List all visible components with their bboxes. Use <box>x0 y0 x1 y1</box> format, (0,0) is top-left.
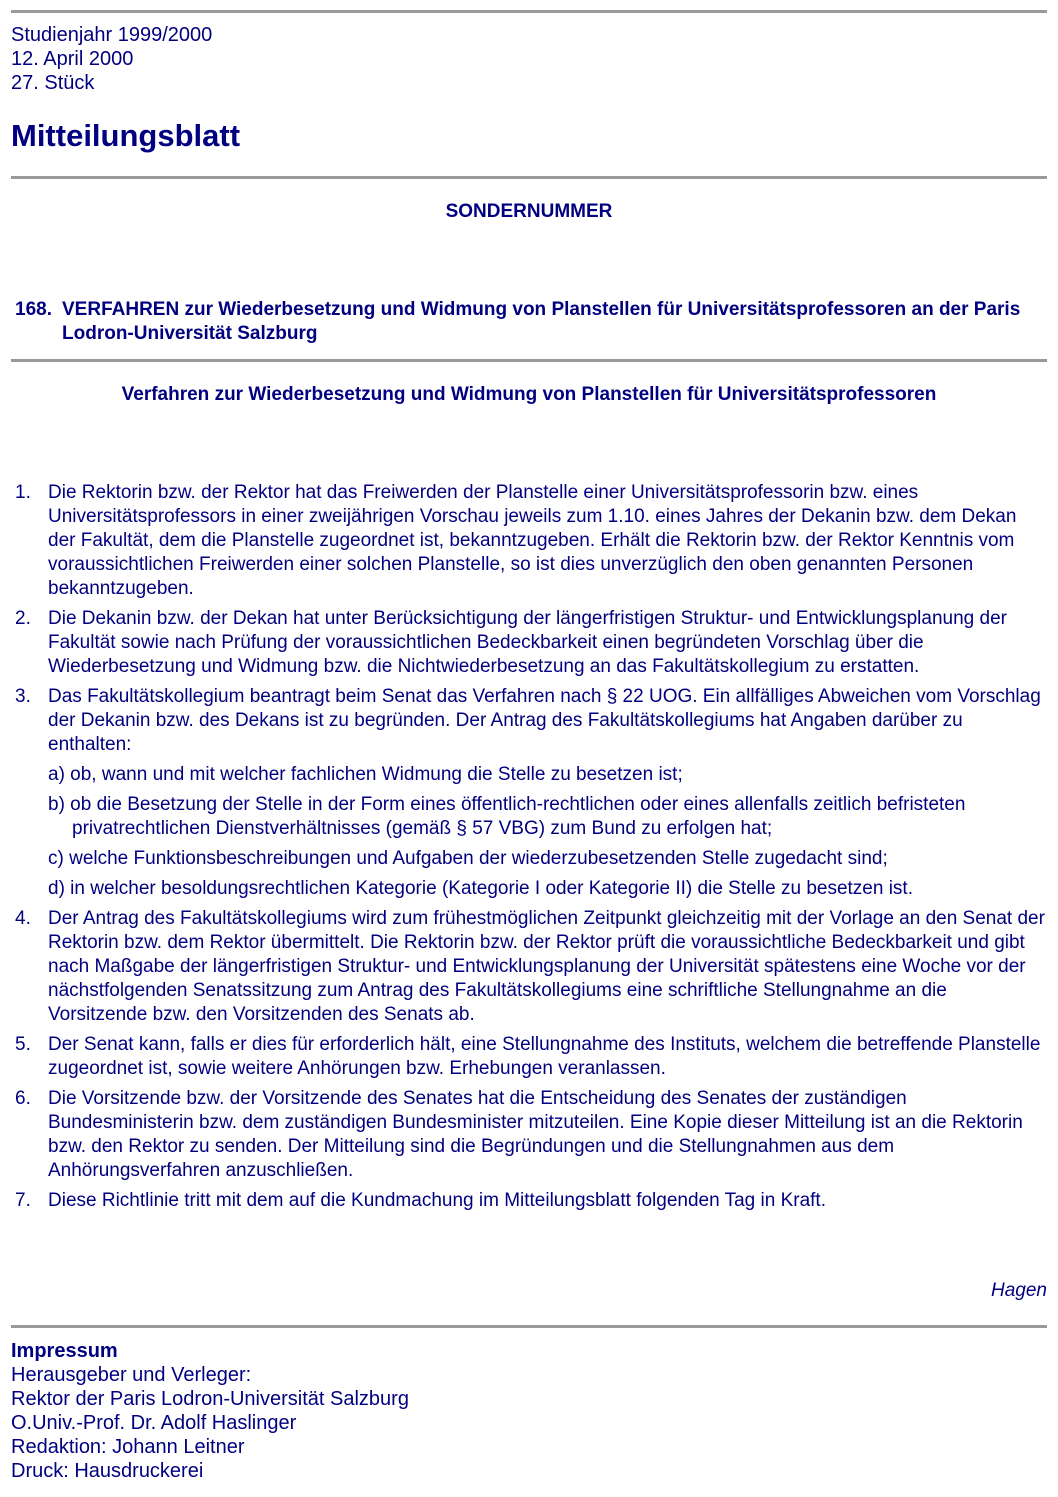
impressum-line: Rektor der Paris Lodron-Universität Salzburg <box>11 1388 409 1410</box>
sub-item: a) ob, wann und mit welcher fachlichen Widmung die Stelle zu besetzen ist; <box>48 764 683 785</box>
sub-item: d) in welcher besoldungsrechtlichen Kategorie (Kategorie I oder Kategorie II) die Stelle zu besetzen ist. <box>48 878 913 899</box>
list-item-text: Der Senat kann, falls er dies für erforderlich hält, eine Stellungnahme des Instituts, welchem die betreffende Planstelle zugeordnet ist, sowie weitere Anhörungen bzw. Erhebungen veranlassen. <box>48 1034 1041 1079</box>
sondernummer-label: SONDERNUMMER <box>445 201 613 222</box>
list-item <box>11 1033 1047 1081</box>
impressum-heading: Impressum <box>11 1340 118 1362</box>
list-item-text: Der Antrag des Fakultätskollegiums wird zum frühestmöglichen Zeitpunkt gleichzeitig mit der Vorlage an den Senat der Rektorin bzw. dem Rektor übermittelt. Die Rektorin bzw. der Rektor prüft die voraussichtliche Bedeckbarkeit und gibt nach Maßgabe der längerfristigen Struktur- und Entwicklungsplanung der Universität spätestens eine Woche vor der nächstfolgenden Senatssitzung zum Antrag des Fakultätskollegiums eine schriftliche Stellungnahme an die Vorsitzende bzw. den Vorsitzenden des Senats ab. <box>48 908 1045 1025</box>
list-item-text: Die Vorsitzende bzw. der Vorsitzende des Senates hat die Entscheidung des Senates der zuständigen Bundesministerin bzw. dem zuständigen Bundesminister mitzuteilen. Eine Kopie dieser Mitteilung ist an die Rektorin bzw. den Rektor zu senden. Der Mitteilung sind die Begründungen und die Stellungnahmen aus dem Anhörungsverfahren anzuschließen. <box>48 1088 1023 1181</box>
list-item-number: 4. <box>15 908 31 929</box>
list-item-number: 6. <box>15 1088 31 1109</box>
issue-number: 27. Stück <box>11 72 95 94</box>
list-item <box>11 907 1047 1027</box>
issue-date: 12. April 2000 <box>11 48 134 70</box>
top-divider <box>11 10 1047 13</box>
impressum-divider <box>11 1325 1047 1328</box>
impressum-line: O.Univ.-Prof. Dr. Adolf Haslinger <box>11 1412 297 1434</box>
sub-item: b) ob die Besetzung der Stelle in der Form eines öffentlich-rechtlichen oder eines allenfalls zeitlich befristeten privatrechtlichen Dienstverhältnisses (gemäß § 57 VBG) zum Bund zu erfolgen hat; <box>48 794 966 839</box>
sub-item: c) welche Funktionsbeschreibungen und Aufgaben der wiederzubesetzenden Stelle zugedacht sind; <box>48 848 888 869</box>
signature: Hagen <box>991 1280 1047 1301</box>
numbered-list <box>11 481 1047 1219</box>
list-item-text: Die Rektorin bzw. der Rektor hat das Freiwerden der Planstelle einer Universitätsprofessorin bzw. eines Universitätsprofessors in einer zweijährigen Vorschau jeweils zum 1.10. eines Jahres der Dekanin bzw. dem Dekan der Fakultät, dem die Planstelle zugeordnet ist, bekanntzugeben. Erhält die Rektorin bzw. der Rektor Kenntnis vom voraussichtlichen Freiwerden einer solchen Planstelle, so ist dies unverzüglich den oben genannten Personen bekanntzugeben. <box>48 482 1017 599</box>
impressum-line: Redaktion: Johann Leitner <box>11 1436 245 1458</box>
issue-meta <box>11 23 212 95</box>
list-item-number: 5. <box>15 1034 31 1055</box>
list-item-number: 2. <box>15 608 31 629</box>
list-item <box>11 1189 1047 1213</box>
list-item-number: 7. <box>15 1190 31 1211</box>
section-number: 168. <box>15 299 52 320</box>
list-item <box>11 481 1047 601</box>
title-divider <box>11 176 1047 179</box>
list-item-text: Das Fakultätskollegium beantragt beim Senat das Verfahren nach § 22 UOG. Ein allfälliges Abweichen vom Vorschlag der Dekanin bzw. des Dekans ist zu begründen. Der Antrag des Fakultätskollegiums hat Angaben darüber zu enthalten: <box>48 686 1041 755</box>
section-heading-text: VERFAHREN zur Wiederbesetzung und Widmung von Planstellen für Universitätsprofessoren an der Paris Lodron-Universität Salzburg <box>62 299 1021 344</box>
list-item <box>11 685 1047 757</box>
document-subtitle: Verfahren zur Wiederbesetzung und Widmung von Planstellen für Universitätsprofessoren <box>121 384 937 405</box>
list-item-number: 1. <box>15 482 31 503</box>
impressum-line: Herausgeber und Verleger: <box>11 1364 252 1386</box>
impressum-line: Druck: Hausdruckerei <box>11 1460 204 1482</box>
list-item <box>11 607 1047 679</box>
list-item-number: 3. <box>15 686 31 707</box>
section-divider <box>11 359 1047 362</box>
page-title: Mitteilungsblatt <box>11 118 241 153</box>
list-item <box>11 1087 1047 1183</box>
list-item-text: Diese Richtlinie tritt mit dem auf die Kundmachung im Mitteilungsblatt folgenden Tag in Kraft. <box>48 1190 826 1211</box>
list-item-text: Die Dekanin bzw. der Dekan hat unter Berücksichtigung der längerfristigen Struktur- und Entwicklungsplanung der Fakultät sowie nach Prüfung der voraussichtlichen Bedeckbarkeit einen begründeten Vorschlag über die Wiederbesetzung und Widmung bzw. die Nichtwiederbesetzung an das Fakultätskollegium zu erstatten. <box>48 608 1007 677</box>
section-heading <box>15 298 1047 346</box>
impressum <box>11 1339 409 1483</box>
studienjahr: Studienjahr 1999/2000 <box>11 24 213 46</box>
